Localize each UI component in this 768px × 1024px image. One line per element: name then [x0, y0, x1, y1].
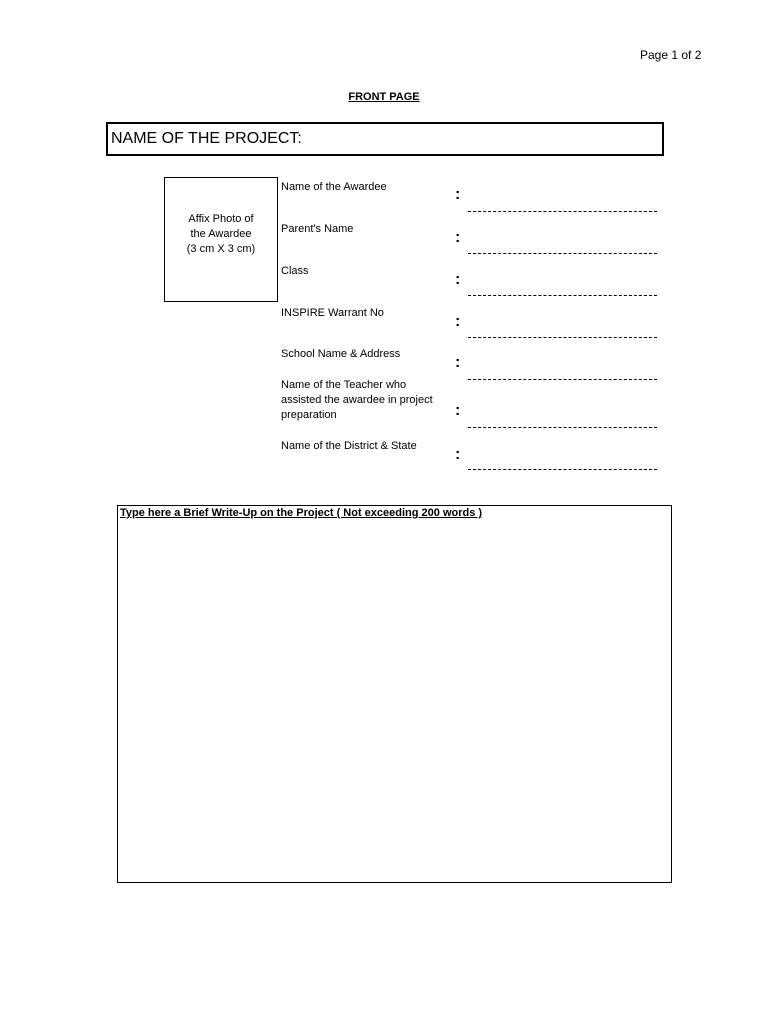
- field-input-awardee-name[interactable]: [468, 211, 657, 212]
- front-page-title: FRONT PAGE: [348, 91, 420, 103]
- photo-placeholder: [164, 177, 278, 302]
- project-name-label: NAME OF THE PROJECT:: [111, 130, 302, 147]
- field-label-parent-name: Parent's Name: [281, 223, 354, 235]
- field-input-class[interactable]: [468, 295, 657, 296]
- field-colon: :: [455, 446, 461, 463]
- field-input-district-state[interactable]: [468, 469, 657, 470]
- field-label-school: School Name & Address: [281, 348, 401, 360]
- project-name-box[interactable]: [106, 122, 664, 156]
- field-label-class: Class: [281, 265, 309, 277]
- photo-text-line-3: (3 cm X 3 cm): [186, 243, 256, 255]
- field-input-teacher[interactable]: [468, 427, 657, 428]
- field-colon: :: [455, 229, 461, 246]
- field-colon: :: [455, 402, 461, 419]
- writeup-box[interactable]: [117, 505, 672, 883]
- field-label-teacher: Name of the Teacher who assisted the awardee in project preparation: [281, 379, 433, 421]
- field-input-warrant-no[interactable]: [468, 337, 657, 338]
- field-colon: :: [455, 354, 461, 371]
- field-label-warrant-no: INSPIRE Warrant No: [281, 307, 384, 319]
- field-input-school[interactable]: [468, 379, 657, 380]
- field-input-parent-name[interactable]: [468, 253, 657, 254]
- photo-text-line-2: the Awardee: [190, 228, 252, 240]
- field-label-district-state: Name of the District & State: [281, 440, 417, 452]
- photo-text-line-1: Affix Photo of: [188, 213, 254, 225]
- page-number: Page 1 of 2: [640, 48, 702, 62]
- field-colon: :: [455, 313, 461, 330]
- writeup-title: Type here a Brief Write-Up on the Project ( Not exceeding 200 words ): [120, 507, 483, 519]
- field-colon: :: [455, 186, 461, 203]
- field-label-awardee-name: Name of the Awardee: [281, 181, 387, 193]
- field-colon: :: [455, 271, 461, 288]
